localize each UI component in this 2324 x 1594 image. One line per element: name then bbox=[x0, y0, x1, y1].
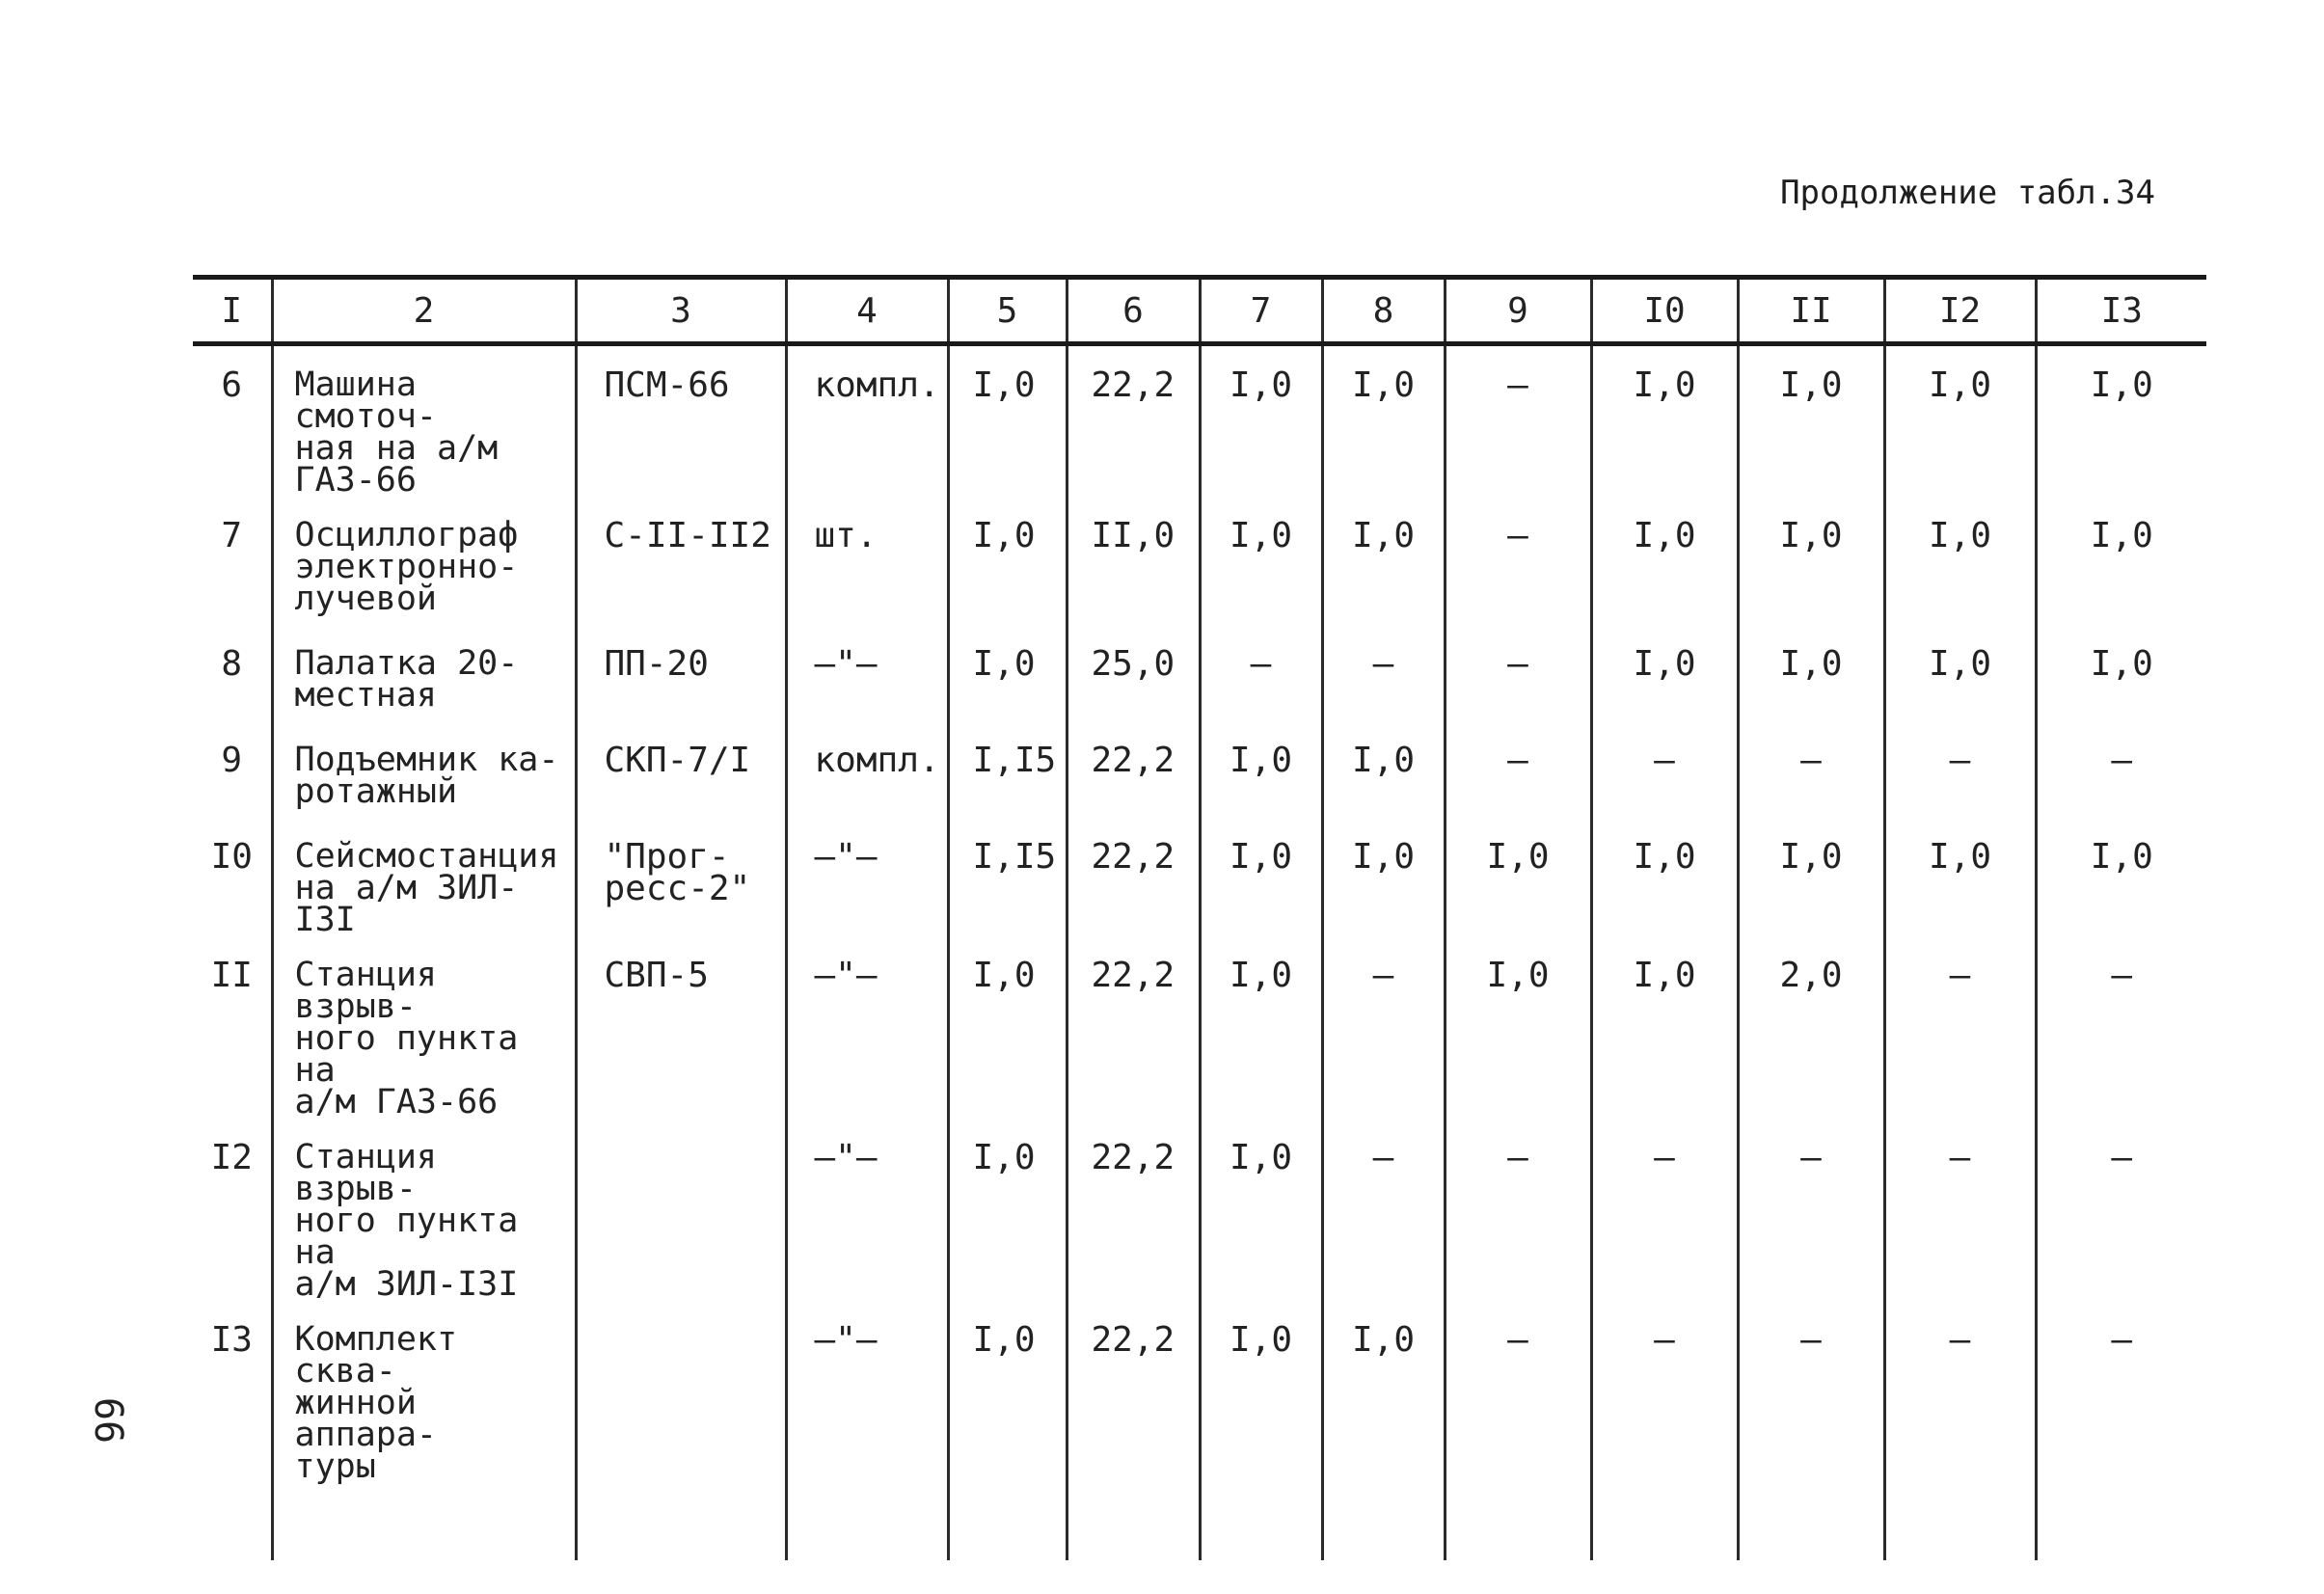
equipment-code bbox=[576, 1119, 786, 1301]
empty-cell bbox=[576, 1483, 786, 1560]
col-header: 5 bbox=[948, 278, 1067, 344]
table-row bbox=[193, 818, 2206, 936]
table-row bbox=[193, 625, 2206, 721]
cell-col13: – bbox=[2036, 721, 2206, 818]
cell-col6: 22,2 bbox=[1067, 721, 1200, 818]
unit-of-measure: –"– bbox=[786, 1301, 948, 1483]
cell-col11: I,0 bbox=[1738, 497, 1884, 625]
cell-col12: – bbox=[1884, 936, 2036, 1119]
cell-col11: I,0 bbox=[1738, 344, 1884, 498]
cell-col10: I,0 bbox=[1591, 344, 1738, 498]
cell-col5: I,0 bbox=[948, 625, 1067, 721]
cell-col9: I,0 bbox=[1445, 936, 1591, 1119]
col-header: 6 bbox=[1067, 278, 1200, 344]
cell-col5: I,0 bbox=[948, 1301, 1067, 1483]
empty-cell bbox=[1067, 1483, 1200, 1560]
cell-col13: I,0 bbox=[2036, 818, 2206, 936]
cell-col5: I,0 bbox=[948, 936, 1067, 1119]
unit-of-measure: шт. bbox=[786, 497, 948, 625]
row-number: 8 bbox=[221, 644, 243, 684]
cell-col9: – bbox=[1445, 1301, 1591, 1483]
empty-cell bbox=[1738, 1483, 1884, 1560]
row-number: I0 bbox=[210, 837, 253, 877]
cell-col7: I,0 bbox=[1200, 344, 1322, 498]
cell-col12: I,0 bbox=[1884, 497, 2036, 625]
cell-col7: I,0 bbox=[1200, 936, 1322, 1119]
empty-cell bbox=[272, 1483, 576, 1560]
cell-col9: – bbox=[1445, 625, 1591, 721]
row-number: 6 bbox=[221, 365, 243, 405]
row-number: II bbox=[210, 956, 253, 995]
equipment-name: Палатка 20- местная bbox=[272, 625, 576, 721]
equipment-name: Машина смоточ- ная на а/м ГАЗ-66 bbox=[272, 344, 576, 498]
row-number: I2 bbox=[210, 1138, 253, 1177]
equipment-code: "Прог- ресс-2" bbox=[576, 818, 786, 936]
cell-col11: – bbox=[1738, 1119, 1884, 1301]
cell-col8: I,0 bbox=[1322, 1301, 1445, 1483]
cell-col5: I,0 bbox=[948, 1119, 1067, 1301]
col-header: 2 bbox=[272, 278, 576, 344]
row-number: 9 bbox=[221, 741, 243, 780]
cell-col13: I,0 bbox=[2036, 344, 2206, 498]
equipment-name: Сейсмостанция на а/м ЗИЛ-I3I bbox=[272, 818, 576, 936]
cell-col8: I,0 bbox=[1322, 818, 1445, 936]
equipment-name: Осциллограф электронно- лучевой bbox=[272, 497, 576, 625]
cell-col9: – bbox=[1445, 721, 1591, 818]
equipment-code: СВП-5 bbox=[576, 936, 786, 1119]
cell-col11: – bbox=[1738, 721, 1884, 818]
cell-col11: – bbox=[1738, 1301, 1884, 1483]
cell-col6: 25,0 bbox=[1067, 625, 1200, 721]
cell-col12: – bbox=[1884, 1119, 2036, 1301]
col-header: 9 bbox=[1445, 278, 1591, 344]
unit-of-measure: –"– bbox=[786, 936, 948, 1119]
table-row bbox=[193, 936, 2206, 1119]
cell-col13: – bbox=[2036, 1301, 2206, 1483]
cell-col9: – bbox=[1445, 497, 1591, 625]
unit-of-measure: компл. bbox=[786, 344, 948, 498]
table-row bbox=[193, 1301, 2206, 1483]
cell-col5: I,I5 bbox=[948, 818, 1067, 936]
cell-col8: – bbox=[1322, 936, 1445, 1119]
cell-col13: I,0 bbox=[2036, 625, 2206, 721]
cell-col10: I,0 bbox=[1591, 936, 1738, 1119]
empty-cell bbox=[786, 1483, 948, 1560]
empty-cell bbox=[1591, 1483, 1738, 1560]
cell-col12: – bbox=[1884, 1301, 2036, 1483]
col-header: 8 bbox=[1322, 278, 1445, 344]
cell-col5: I,I5 bbox=[948, 721, 1067, 818]
equipment-code: СКП-7/I bbox=[576, 721, 786, 818]
col-header: 7 bbox=[1200, 278, 1322, 344]
cell-col7: I,0 bbox=[1200, 497, 1322, 625]
table-row bbox=[193, 721, 2206, 818]
table-row bbox=[193, 497, 2206, 625]
table-row bbox=[193, 344, 2206, 498]
table-row bbox=[193, 1119, 2206, 1301]
cell-col7: I,0 bbox=[1200, 818, 1322, 936]
cell-col11: I,0 bbox=[1738, 818, 1884, 936]
cell-col10: – bbox=[1591, 1301, 1738, 1483]
col-header: II bbox=[1738, 278, 1884, 344]
table-body bbox=[193, 344, 2206, 1561]
cell-col7: I,0 bbox=[1200, 721, 1322, 818]
equipment-name: Станция взрыв- ного пункта на а/м ЗИЛ-I3I bbox=[272, 1119, 576, 1301]
empty-cell bbox=[948, 1483, 1067, 1560]
cell-col9: – bbox=[1445, 344, 1591, 498]
cell-col11: I,0 bbox=[1738, 625, 1884, 721]
cell-col10: I,0 bbox=[1591, 497, 1738, 625]
unit-of-measure: –"– bbox=[786, 818, 948, 936]
empty-cell bbox=[1884, 1483, 2036, 1560]
cell-col7: – bbox=[1200, 625, 1322, 721]
cell-col6: 22,2 bbox=[1067, 344, 1200, 498]
cell-col8: I,0 bbox=[1322, 721, 1445, 818]
cell-col7: I,0 bbox=[1200, 1119, 1322, 1301]
cell-col6: II,0 bbox=[1067, 497, 1200, 625]
cell-col6: 22,2 bbox=[1067, 818, 1200, 936]
col-header: I bbox=[193, 278, 272, 344]
cell-col12: I,0 bbox=[1884, 818, 2036, 936]
empty-cell bbox=[1322, 1483, 1445, 1560]
unit-of-measure: компл. bbox=[786, 721, 948, 818]
cell-col11: 2,0 bbox=[1738, 936, 1884, 1119]
cell-col13: – bbox=[2036, 1119, 2206, 1301]
unit-of-measure: –"– bbox=[786, 625, 948, 721]
cell-col12: – bbox=[1884, 721, 2036, 818]
col-header: I2 bbox=[1884, 278, 2036, 344]
cell-col7: I,0 bbox=[1200, 1301, 1322, 1483]
row-number: 7 bbox=[221, 516, 243, 555]
cell-col6: 22,2 bbox=[1067, 936, 1200, 1119]
cell-col13: – bbox=[2036, 936, 2206, 1119]
col-header: 4 bbox=[786, 278, 948, 344]
cell-col10: – bbox=[1591, 721, 1738, 818]
cell-col13: I,0 bbox=[2036, 497, 2206, 625]
cell-col12: I,0 bbox=[1884, 344, 2036, 498]
header-row bbox=[193, 278, 2206, 344]
cell-col10: I,0 bbox=[1591, 818, 1738, 936]
table-continuation-caption: Продолжение табл.34 bbox=[1780, 174, 2155, 212]
cell-col6: 22,2 bbox=[1067, 1301, 1200, 1483]
equipment-table bbox=[193, 275, 2206, 1560]
empty-cell bbox=[193, 1483, 272, 1560]
cell-col5: I,0 bbox=[948, 344, 1067, 498]
equipment-code: С-II-II2 bbox=[576, 497, 786, 625]
cell-col10: I,0 bbox=[1591, 625, 1738, 721]
empty-cell bbox=[2036, 1483, 2206, 1560]
table-filler-row bbox=[193, 1483, 2206, 1560]
cell-col9: I,0 bbox=[1445, 818, 1591, 936]
cell-col6: 22,2 bbox=[1067, 1119, 1200, 1301]
cell-col8: – bbox=[1322, 1119, 1445, 1301]
cell-col10: – bbox=[1591, 1119, 1738, 1301]
cell-col8: I,0 bbox=[1322, 497, 1445, 625]
page-number: 66 bbox=[86, 1396, 131, 1445]
col-header: 3 bbox=[576, 278, 786, 344]
unit-of-measure: –"– bbox=[786, 1119, 948, 1301]
equipment-name: Подъемник ка- ротажный bbox=[272, 721, 576, 818]
col-header: I0 bbox=[1591, 278, 1738, 344]
cell-col12: I,0 bbox=[1884, 625, 2036, 721]
empty-cell bbox=[1200, 1483, 1322, 1560]
col-header: I3 bbox=[2036, 278, 2206, 344]
equipment-code: ПСМ-66 bbox=[576, 344, 786, 498]
equipment-name: Комплект сква- жинной аппара- туры bbox=[272, 1301, 576, 1483]
equipment-code: ПП-20 bbox=[576, 625, 786, 721]
equipment-code bbox=[576, 1301, 786, 1483]
cell-col8: – bbox=[1322, 625, 1445, 721]
cell-col5: I,0 bbox=[948, 497, 1067, 625]
row-number: I3 bbox=[210, 1320, 253, 1360]
cell-col9: – bbox=[1445, 1119, 1591, 1301]
equipment-name: Станция взрыв- ного пункта на а/м ГАЗ-66 bbox=[272, 936, 576, 1119]
cell-col8: I,0 bbox=[1322, 344, 1445, 498]
empty-cell bbox=[1445, 1483, 1591, 1560]
